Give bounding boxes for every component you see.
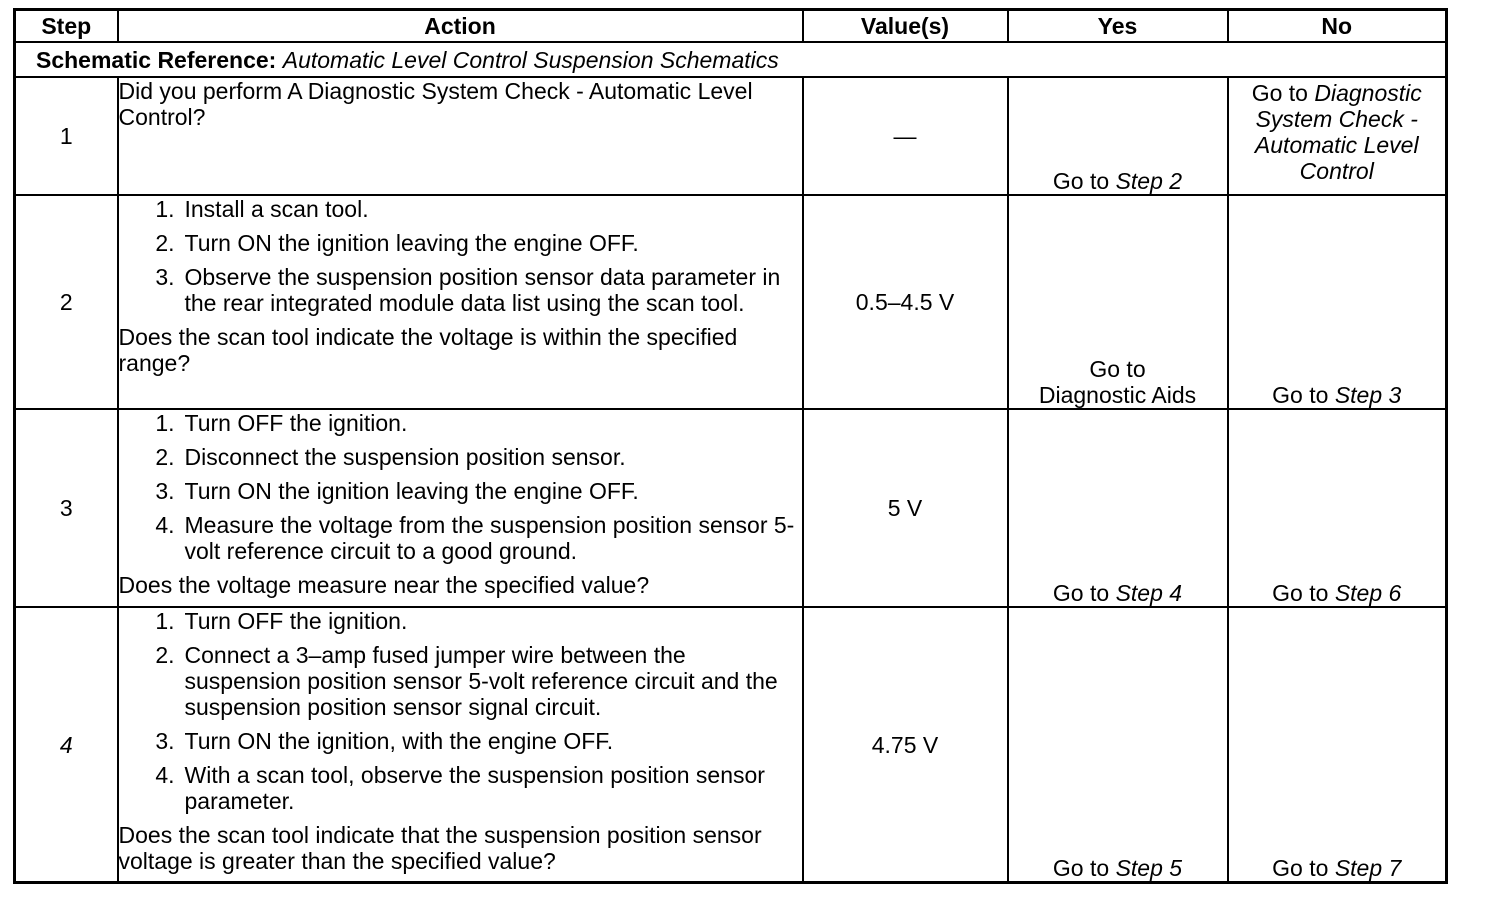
action-question: Does the scan tool indicate the voltage is within the specified range?	[118, 324, 738, 376]
yes-prefix: Go to	[1052, 168, 1116, 194]
list-item-number: 4.	[155, 762, 175, 788]
value-cell: 4.75 V	[803, 607, 1008, 883]
action-cell	[118, 195, 803, 409]
yes-cell	[1008, 607, 1228, 883]
list-item-number: 1.	[155, 410, 175, 436]
header-no: No	[1228, 10, 1447, 43]
action-question: Does the voltage measure near the specified value?	[118, 572, 650, 598]
list-item-number: 3.	[155, 264, 175, 290]
instruction-list	[119, 196, 802, 316]
list-item-number: 1.	[155, 608, 175, 634]
no-cell	[1228, 77, 1447, 195]
list-item-text: Measure the voltage from the suspension position sensor 5-volt reference circuit to a good ground.	[184, 512, 795, 564]
list-item-text: Turn OFF the ignition.	[184, 410, 408, 436]
list-item	[119, 642, 802, 720]
yes-link[interactable]: Step 5	[1115, 855, 1183, 881]
action-cell	[118, 77, 803, 195]
list-item	[119, 444, 802, 470]
yes-link[interactable]: Diagnostic Aids	[1038, 382, 1197, 408]
schematic-reference-label: Schematic Reference:	[36, 46, 277, 73]
diagnostic-table	[13, 8, 1448, 884]
no-link[interactable]: Diagnostic System Check - Automatic Level Control	[1254, 80, 1422, 184]
list-item	[119, 410, 802, 436]
yes-cell	[1008, 77, 1228, 195]
list-item	[119, 762, 802, 814]
list-item-text: Connect a 3–amp fused jumper wire between the suspension position sensor 5-volt reference circuit and the suspension position sensor signal circuit.	[184, 642, 778, 720]
instruction-list	[119, 608, 802, 814]
header-action: Action	[118, 10, 803, 43]
schematic-reference-row	[15, 42, 1447, 77]
list-item-text: Install a scan tool.	[184, 196, 369, 222]
no-link[interactable]: Step 6	[1334, 580, 1402, 606]
header-values: Value(s)	[803, 10, 1008, 43]
action-question: Did you perform A Diagnostic System Check - Automatic Level Control?	[118, 78, 753, 130]
step-number: 4	[15, 607, 118, 883]
no-prefix: Go to	[1272, 580, 1335, 606]
value-cell: 0.5–4.5 V	[803, 195, 1008, 409]
list-item-number: 4.	[155, 512, 175, 538]
list-item-number: 3.	[155, 728, 175, 754]
list-item	[119, 512, 802, 564]
schematic-reference	[15, 42, 1447, 77]
yes-prefix: Go to	[1052, 580, 1116, 606]
step-number: 3	[15, 409, 118, 607]
yes-link[interactable]: Step 4	[1115, 580, 1183, 606]
table-row	[15, 607, 1447, 883]
list-item-number: 1.	[155, 196, 175, 222]
no-cell	[1228, 607, 1447, 883]
list-item-text: Disconnect the suspension position sensor.	[184, 444, 626, 470]
table-row	[15, 195, 1447, 409]
list-item	[119, 478, 802, 504]
list-item	[119, 728, 802, 754]
list-item-text: Turn ON the ignition, with the engine OFF.	[184, 728, 614, 754]
action-cell	[118, 607, 803, 883]
list-item-text: Observe the suspension position sensor data parameter in the rear integrated module data list using the scan tool.	[184, 264, 781, 316]
table-row	[15, 409, 1447, 607]
list-item-text: Turn ON the ignition leaving the engine OFF.	[184, 478, 639, 504]
value-cell: 5 V	[803, 409, 1008, 607]
yes-prefix: Go to	[1089, 356, 1146, 382]
instruction-list	[119, 410, 802, 564]
no-link[interactable]: Step 3	[1334, 382, 1402, 408]
list-item-text: With a scan tool, observe the suspension position sensor parameter.	[184, 762, 765, 814]
list-item-text: Turn OFF the ignition.	[184, 608, 408, 634]
list-item-text: Turn ON the ignition leaving the engine OFF.	[184, 230, 639, 256]
list-item-number: 2.	[155, 230, 175, 256]
schematic-reference-link[interactable]: Automatic Level Control Suspension Schematics	[282, 46, 779, 73]
header-step: Step	[15, 10, 118, 43]
no-cell	[1228, 195, 1447, 409]
action-question: Does the scan tool indicate that the suspension position sensor voltage is greater than the specified value?	[118, 822, 762, 874]
list-item	[119, 608, 802, 634]
no-link[interactable]: Step 7	[1334, 855, 1402, 881]
list-item	[119, 264, 802, 316]
table-row	[15, 77, 1447, 195]
list-item	[119, 230, 802, 256]
yes-link[interactable]: Step 2	[1115, 168, 1183, 194]
list-item-number: 2.	[155, 444, 175, 470]
value-cell: —	[803, 77, 1008, 195]
list-item-number: 2.	[155, 642, 175, 668]
list-item	[119, 196, 802, 222]
list-item-number: 3.	[155, 478, 175, 504]
header-yes: Yes	[1008, 10, 1228, 43]
yes-prefix: Go to	[1052, 855, 1116, 881]
action-cell	[118, 409, 803, 607]
step-number: 1	[15, 77, 118, 195]
step-number: 2	[15, 195, 118, 409]
no-prefix: Go to	[1272, 855, 1335, 881]
no-cell	[1228, 409, 1447, 607]
yes-cell	[1008, 409, 1228, 607]
header-row	[15, 10, 1447, 43]
no-prefix: Go to	[1272, 382, 1335, 408]
yes-cell	[1008, 195, 1228, 409]
no-prefix: Go to	[1251, 80, 1315, 106]
